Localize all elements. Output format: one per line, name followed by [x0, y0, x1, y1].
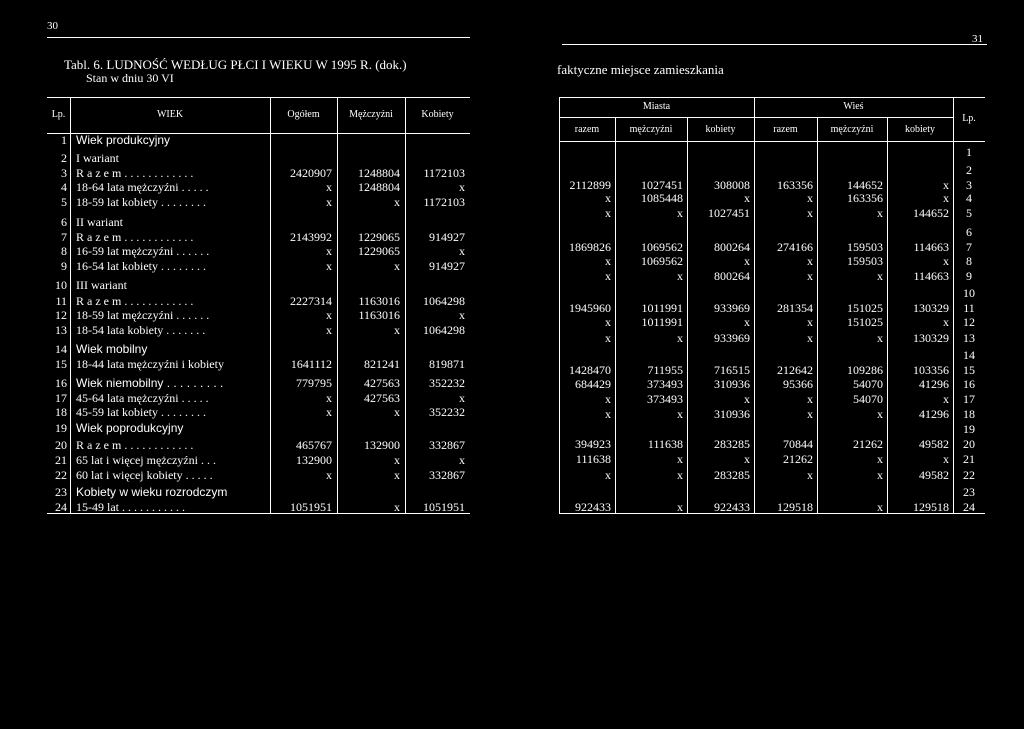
cell-mm: x: [677, 269, 683, 283]
cell-mezczyzni: x: [394, 195, 400, 209]
cell-wm: 159503: [847, 240, 883, 254]
cell-kobiety: 914927: [429, 259, 465, 273]
cell-wk: x: [943, 178, 949, 192]
cell-wm: 109286: [847, 363, 883, 377]
cell-mr: x: [605, 269, 611, 283]
row-number: 3: [61, 166, 67, 180]
header-wies-mezczyzni: mężczyźni: [830, 124, 874, 135]
row-number: 21: [55, 453, 67, 467]
row-label: 18-59 lat mężczyźni . . . . . .: [76, 308, 210, 322]
row-label: Wiek mobilny: [76, 342, 148, 356]
cell-mk: 922433: [714, 500, 750, 514]
cell-ogolem: x: [326, 259, 332, 273]
row-number: 14: [55, 342, 67, 356]
cell-ogolem: x: [326, 405, 332, 419]
cell-wr: 95366: [783, 377, 813, 391]
cell-mezczyzni: x: [394, 259, 400, 273]
cell-mk: 283285: [714, 437, 750, 451]
cell-mr: x: [605, 468, 611, 482]
cell-wm: x: [877, 468, 883, 482]
cell-mr: 1428470: [569, 363, 611, 377]
header-mid-rule: [559, 117, 953, 118]
cell-kobiety: 1064298: [423, 323, 465, 337]
cell-mr: x: [605, 191, 611, 205]
cell-mk: 933969: [714, 331, 750, 345]
cell-mm: 1069562: [641, 240, 683, 254]
row-label: 60 lat i więcej kobiety . . . . .: [76, 468, 213, 482]
row-number: 9: [61, 259, 67, 273]
cell-kobiety: 1172103: [423, 166, 465, 180]
cell-mezczyzni: x: [394, 500, 400, 514]
cell-wr: x: [807, 254, 813, 268]
cell-wm: x: [877, 500, 883, 514]
header-miasta-kobiety: kobiety: [705, 124, 736, 135]
row-number: 6: [966, 225, 972, 239]
row-label: III wariant: [76, 278, 127, 292]
cell-mm: x: [677, 407, 683, 421]
header-wies: Wieś: [843, 101, 864, 112]
cell-mk: 1027451: [708, 206, 750, 220]
cell-kobiety: x: [459, 244, 465, 258]
cell-wr: 281354: [777, 301, 813, 315]
row-label: 45-64 lata mężczyźni . . . . .: [76, 391, 209, 405]
cell-ogolem: 132900: [296, 453, 332, 467]
row-number: 23: [55, 485, 67, 499]
cell-kobiety: x: [459, 180, 465, 194]
cell-mr: 111638: [575, 452, 611, 466]
right-page: [512, 0, 1024, 729]
cell-mm: 1011991: [641, 301, 683, 315]
cell-mm: 111638: [647, 437, 683, 451]
cell-mezczyzni: 1248804: [358, 180, 400, 194]
cell-wk: 114663: [913, 269, 949, 283]
cell-mm: 373493: [647, 392, 683, 406]
row-label: II wariant: [76, 215, 123, 229]
cell-mk: x: [744, 191, 750, 205]
cell-mr: x: [605, 331, 611, 345]
cell-kobiety: 1172103: [423, 195, 465, 209]
row-number: 21: [963, 452, 975, 466]
cell-wk: 130329: [913, 331, 949, 345]
cell-wk: 130329: [913, 301, 949, 315]
cell-wr: x: [807, 392, 813, 406]
cell-mm: x: [677, 468, 683, 482]
row-label: Wiek niemobilny . . . . . . . . .: [76, 376, 224, 390]
cell-mm: x: [677, 331, 683, 345]
row-number: 15: [963, 363, 975, 377]
cell-kobiety: 352232: [429, 405, 465, 419]
cell-wk: x: [943, 254, 949, 268]
row-label: 18-64 lata mężczyźni . . . . .: [76, 180, 209, 194]
row-number: 23: [963, 485, 975, 499]
row-label: 18-44 lata mężczyźni i kobiety: [76, 357, 224, 371]
cell-ogolem: 2143992: [290, 230, 332, 244]
cell-wr: x: [807, 331, 813, 345]
row-number: 5: [966, 206, 972, 220]
header-kobiety: Kobiety: [421, 109, 454, 120]
header-miasta-razem: razem: [574, 124, 600, 135]
row-number: 17: [963, 392, 975, 406]
row-label: 18-59 lat kobiety . . . . . . . .: [76, 195, 206, 209]
cell-wr: 212642: [777, 363, 813, 377]
header-lp: Lp.: [51, 109, 66, 120]
row-number: 2: [966, 163, 972, 177]
cell-ogolem: x: [326, 323, 332, 337]
cell-wm: x: [877, 452, 883, 466]
cell-mr: 684429: [575, 377, 611, 391]
row-number: 3: [966, 178, 972, 192]
cell-mezczyzni: 1248804: [358, 166, 400, 180]
row-number: 19: [55, 421, 67, 435]
cell-mm: x: [677, 500, 683, 514]
cell-ogolem: 1641112: [290, 357, 332, 371]
row-number: 8: [966, 254, 972, 268]
cell-wk: 41296: [919, 407, 949, 421]
header-top-rule: [47, 97, 470, 98]
cell-mk: 308008: [714, 178, 750, 192]
cell-mk: 933969: [714, 301, 750, 315]
cell-mezczyzni: x: [394, 468, 400, 482]
row-number: 13: [963, 331, 975, 345]
row-label: 65 lat i więcej mężczyźni . . .: [76, 453, 216, 467]
cell-mezczyzni: 1163016: [358, 308, 400, 322]
row-number: 12: [963, 315, 975, 329]
row-number: 10: [963, 286, 975, 300]
table-title: Tabl. 6. LUDNOŚĆ WEDŁUG PŁCI I WIEKU W 1995 R. (dok.): [64, 57, 407, 72]
cell-kobiety: x: [459, 391, 465, 405]
cell-mk: 310936: [714, 407, 750, 421]
row-label: Wiek poprodukcyjny: [76, 421, 184, 435]
cell-mk: 800264: [714, 269, 750, 283]
cell-mm: 711955: [647, 363, 683, 377]
row-number: 11: [963, 301, 975, 315]
row-number: 7: [966, 240, 972, 254]
cell-mr: 922433: [575, 500, 611, 514]
cell-mezczyzni: 1229065: [358, 244, 400, 258]
cell-mezczyzni: 1163016: [358, 294, 400, 308]
cell-wm: x: [877, 331, 883, 345]
cell-wm: 151025: [847, 301, 883, 315]
cell-kobiety: 352232: [429, 376, 465, 390]
cell-ogolem: 465767: [296, 438, 332, 452]
cell-wk: x: [943, 392, 949, 406]
cell-mm: 373493: [647, 377, 683, 391]
cell-ogolem: x: [326, 244, 332, 258]
cell-mk: 283285: [714, 468, 750, 482]
row-number: 9: [966, 269, 972, 283]
cell-wr: x: [807, 269, 813, 283]
header-wies-razem: razem: [773, 124, 798, 135]
cell-kobiety: 914927: [429, 230, 465, 244]
header-mezczyzni: Mężczyźni: [349, 109, 393, 120]
cell-wk: 114663: [913, 240, 949, 254]
row-number: 18: [963, 407, 975, 421]
cell-wr: 70844: [783, 437, 813, 451]
cell-wr: 21262: [783, 452, 813, 466]
row-number: 12: [55, 308, 67, 322]
header-lp: Lp.: [962, 113, 976, 124]
header-bottom-rule: [559, 141, 985, 142]
cell-wr: 129518: [777, 500, 813, 514]
cell-wk: 41296: [919, 377, 949, 391]
row-label: R a z e m . . . . . . . . . . . .: [76, 166, 194, 180]
cell-wm: 151025: [847, 315, 883, 329]
row-number: 20: [963, 437, 975, 451]
row-number: 5: [61, 195, 67, 209]
row-number: 1: [966, 145, 972, 159]
cell-mr: x: [605, 206, 611, 220]
cell-kobiety: x: [459, 308, 465, 322]
cell-wm: x: [877, 269, 883, 283]
cell-wr: x: [807, 407, 813, 421]
table-subtitle: Stan w dniu 30 VI: [86, 71, 174, 85]
cell-wk: x: [943, 191, 949, 205]
cell-mk: 310936: [714, 377, 750, 391]
row-number: 22: [55, 468, 67, 482]
row-number: 13: [55, 323, 67, 337]
cell-wk: x: [943, 452, 949, 466]
row-label: 15-49 lat . . . . . . . . . . .: [76, 500, 185, 514]
cell-kobiety: 1051951: [423, 500, 465, 514]
cell-wk: x: [943, 315, 949, 329]
cell-wk: 49582: [919, 468, 949, 482]
cell-mezczyzni: 427563: [364, 376, 400, 390]
cell-mr: 2112899: [569, 178, 611, 192]
row-number: 14: [963, 348, 975, 362]
row-label: R a z e m . . . . . . . . . . . .: [76, 230, 194, 244]
row-label: 16-54 lat kobiety . . . . . . . .: [76, 259, 206, 273]
cell-ogolem: 1051951: [290, 500, 332, 514]
cell-kobiety: x: [459, 453, 465, 467]
header-ogolem: Ogółem: [287, 109, 320, 120]
cell-ogolem: x: [326, 468, 332, 482]
page-top-rule: [562, 44, 987, 45]
cell-kobiety: 332867: [429, 438, 465, 452]
cell-wm: x: [877, 407, 883, 421]
cell-ogolem: 2420907: [290, 166, 332, 180]
cell-wm: 54070: [853, 377, 883, 391]
row-label: I wariant: [76, 151, 119, 165]
row-label: R a z e m . . . . . . . . . . . .: [76, 438, 194, 452]
row-label: Wiek produkcyjny: [76, 133, 171, 147]
row-number: 17: [55, 391, 67, 405]
page-number: 30: [47, 20, 58, 32]
cell-mm: 1011991: [641, 315, 683, 329]
cell-wm: 54070: [853, 392, 883, 406]
cell-mr: x: [605, 315, 611, 329]
cell-wr: x: [807, 468, 813, 482]
header-wiek: WIEK: [156, 109, 184, 120]
cell-mezczyzni: 821241: [364, 357, 400, 371]
cell-mr: x: [605, 254, 611, 268]
row-number: 24: [55, 500, 67, 514]
cell-ogolem: 779795: [296, 376, 332, 390]
cell-mezczyzni: x: [394, 323, 400, 337]
row-number: 18: [55, 405, 67, 419]
header-wies-kobiety: kobiety: [905, 124, 935, 135]
cell-mk: x: [744, 254, 750, 268]
row-number: 8: [61, 244, 67, 258]
cell-mm: 1069562: [641, 254, 683, 268]
row-number: 6: [61, 215, 67, 229]
cell-mk: x: [744, 315, 750, 329]
row-label: Kobiety w wieku rozrodczym: [76, 485, 228, 499]
cell-wr: 274166: [777, 240, 813, 254]
cell-mezczyzni: x: [394, 405, 400, 419]
cell-mm: 1085448: [641, 191, 683, 205]
row-number: 4: [966, 191, 972, 205]
cell-mm: x: [677, 452, 683, 466]
cell-ogolem: x: [326, 308, 332, 322]
row-number: 16: [55, 376, 67, 390]
cell-ogolem: 2227314: [290, 294, 332, 308]
cell-wk: 144652: [913, 206, 949, 220]
cell-kobiety: 819871: [429, 357, 465, 371]
cell-mm: 1027451: [641, 178, 683, 192]
row-label: 16-59 lat mężczyźni . . . . . .: [76, 244, 210, 258]
col-divider: [70, 97, 71, 513]
row-number: 20: [55, 438, 67, 452]
row-number: 19: [963, 422, 975, 436]
row-label: R a z e m . . . . . . . . . . . .: [76, 294, 194, 308]
row-number: 7: [61, 230, 67, 244]
page-number: 31: [972, 33, 983, 45]
cell-ogolem: x: [326, 180, 332, 194]
cell-wr: x: [807, 315, 813, 329]
cell-mezczyzni: 132900: [364, 438, 400, 452]
cell-mm: x: [677, 206, 683, 220]
cell-mezczyzni: 427563: [364, 391, 400, 405]
row-number: 1: [61, 133, 67, 147]
cell-mk: x: [744, 452, 750, 466]
cell-wr: x: [807, 206, 813, 220]
header-miasta-mezczyzni: mężczyźni: [629, 124, 673, 135]
row-label: 45-59 lat kobiety . . . . . . . .: [76, 405, 206, 419]
cell-wm: x: [877, 206, 883, 220]
cell-mr: x: [605, 407, 611, 421]
cell-mk: x: [744, 392, 750, 406]
row-label: 18-54 lata kobiety . . . . . . .: [76, 323, 206, 337]
cell-kobiety: 332867: [429, 468, 465, 482]
row-number: 16: [963, 377, 975, 391]
cell-wm: 21262: [853, 437, 883, 451]
row-number: 2: [61, 151, 67, 165]
cell-mr: x: [605, 392, 611, 406]
cell-mr: 1945960: [569, 301, 611, 315]
row-number: 22: [963, 468, 975, 482]
cell-ogolem: x: [326, 195, 332, 209]
cell-mezczyzni: 1229065: [358, 230, 400, 244]
cell-ogolem: x: [326, 391, 332, 405]
row-number: 10: [55, 278, 67, 292]
cell-wm: 163356: [847, 191, 883, 205]
table-title-continued: faktyczne miejsce zamieszkania: [557, 62, 724, 77]
page-top-rule: [47, 37, 470, 38]
cell-wk: 129518: [913, 500, 949, 514]
cell-kobiety: 1064298: [423, 294, 465, 308]
row-number: 11: [55, 294, 67, 308]
cell-wr: x: [807, 191, 813, 205]
cell-mezczyzni: x: [394, 453, 400, 467]
cell-mk: 716515: [714, 363, 750, 377]
header-miasta: Miasta: [642, 101, 671, 112]
row-number: 4: [61, 180, 67, 194]
cell-mr: 1869826: [569, 240, 611, 254]
header-top-rule: [559, 97, 985, 98]
row-number: 24: [963, 500, 975, 514]
cell-mk: 800264: [714, 240, 750, 254]
cell-wr: 163356: [777, 178, 813, 192]
cell-wk: 103356: [913, 363, 949, 377]
row-number: 15: [55, 357, 67, 371]
cell-wm: 159503: [847, 254, 883, 268]
cell-mr: 394923: [575, 437, 611, 451]
cell-wk: 49582: [919, 437, 949, 451]
cell-wm: 144652: [847, 178, 883, 192]
